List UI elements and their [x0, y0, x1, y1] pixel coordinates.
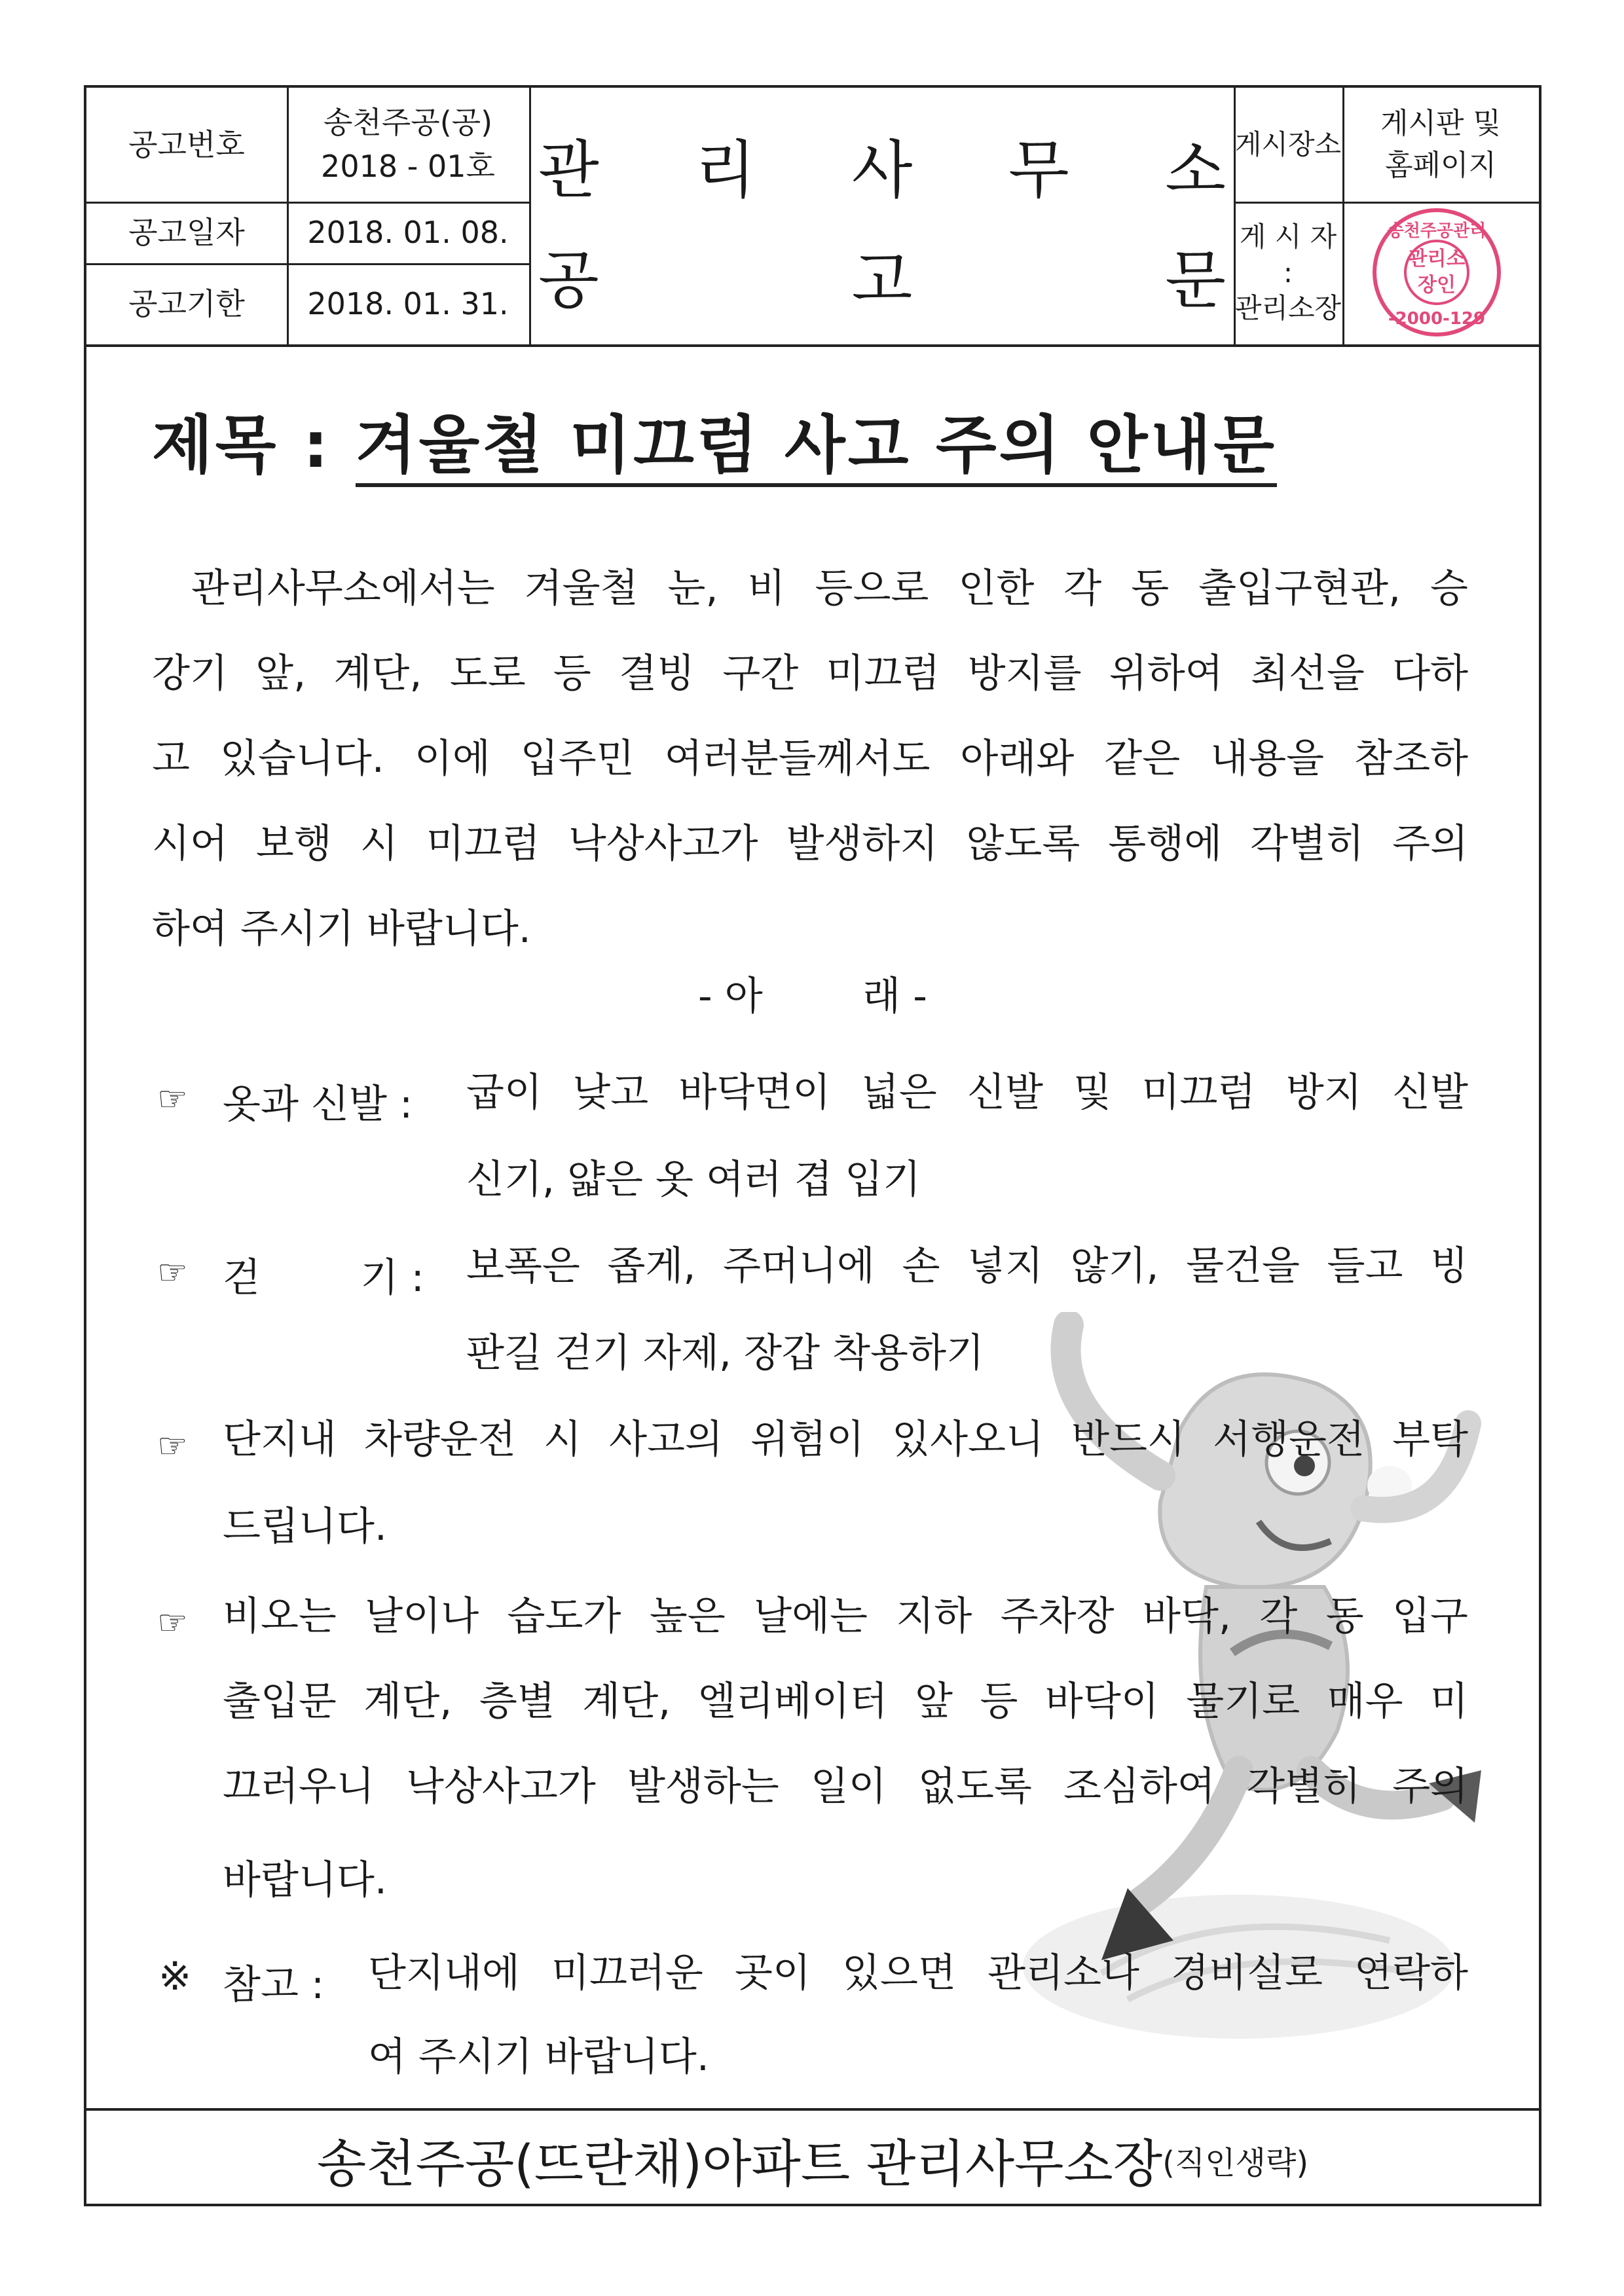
office-title-char: 사 — [851, 134, 913, 207]
seal-center-text: 관리소장인 — [1404, 240, 1469, 305]
notice-frame — [84, 85, 1541, 2206]
pointing-hand-icon: ☞ — [157, 1080, 188, 1119]
title-prefix: 제목 : — [152, 409, 331, 482]
item-label: 걷 기 : — [223, 1255, 424, 1301]
section-heading: - 아 래 - — [698, 974, 927, 1019]
item-line: 신기, 얇은 옷 여러 겹 입기 — [466, 1157, 921, 1203]
office-title-char: 리 — [695, 134, 756, 207]
period-label: 공고기한 — [128, 285, 245, 321]
note-line: 단지내에 미끄러운 곳이 있으면 관리소나 경비실로 연락하 — [368, 1950, 1468, 1996]
item-line: 판길 걷기 자제, 장갑 착용하기 — [466, 1330, 984, 1376]
item-line: 드립니다. — [223, 1504, 387, 1550]
item-line: 보폭은 좁게, 주머니에 손 넣지 않기, 물건을 들고 빙 — [466, 1243, 1468, 1289]
notice-title-char: 문 — [1165, 244, 1226, 317]
notice-header-table — [86, 88, 1539, 347]
poster-label-line1: 게 시 자 — [1239, 221, 1337, 253]
poster-label-line3: 관리소장 — [1234, 292, 1342, 325]
pointing-hand-icon: ☞ — [157, 1427, 188, 1466]
intro-line: 고 있습니다. 이에 입주민 여러분들께서도 아래와 같은 내용을 참조하 — [152, 736, 1468, 782]
intro-line: 하여 주시기 바랍니다. — [152, 906, 531, 952]
intro-line: 시어 보행 시 미끄럼 낙상사고가 발생하지 않도록 통행에 각별히 주의 — [152, 821, 1468, 867]
footer-seal-omitted: (직인생략) — [1162, 2144, 1309, 2181]
place-value — [1342, 88, 1539, 202]
item-line: 단지내 차량운전 시 사고의 위험이 있사오니 반드시 서행운전 부탁 — [223, 1417, 1468, 1463]
poster-label-line2: : — [1283, 256, 1293, 289]
announcement-no-line2: 2018 - 01호 — [321, 149, 495, 184]
footer-text: 송천주공(뜨란채)아파트 관리사무소장 — [316, 2135, 1163, 2194]
seal-ring-bottom: -2000-129 — [1388, 309, 1486, 329]
date-value: 2018. 01. 08. — [307, 214, 509, 250]
item-label: 옷과 신발 : — [223, 1082, 413, 1127]
seal-ring-top: 송천주공관리 — [1387, 221, 1486, 241]
period-value: 2018. 01. 31. — [307, 285, 509, 321]
date-label: 공고일자 — [128, 214, 245, 250]
intro-line: 강기 앞, 계단, 도로 등 결빙 구간 미끄럼 방지를 위하여 최선을 다하 — [152, 651, 1468, 697]
title-subject: 겨울철 미끄럼 사고 주의 안내문 — [356, 409, 1277, 487]
item-line: 출입문 계단, 층별 계단, 엘리베이터 앞 등 바닥이 물기로 매우 미 — [223, 1679, 1468, 1724]
announcement-no-line1: 송천주공(공) — [323, 105, 493, 141]
item-line: 비오는 날이나 습도가 높은 날에는 지하 주차장 바닥, 각 동 입구 — [223, 1594, 1468, 1639]
notice-title — [538, 230, 1226, 320]
announcement-no-label: 공고번호 — [128, 126, 245, 162]
note-label: 참고 : — [223, 1962, 325, 2008]
place-line2: 홈페이지 — [1384, 149, 1496, 182]
announcement-no — [287, 88, 529, 202]
official-seal — [1373, 208, 1501, 337]
note-line: 여 주시기 바랍니다. — [368, 2034, 709, 2080]
page-title — [152, 395, 1277, 485]
item-line: 끄러우니 낙상사고가 발생하는 일이 없도록 조심하여 각별히 주의 — [223, 1764, 1468, 1810]
poster-label — [1234, 202, 1342, 344]
notice-title-char: 공 — [538, 244, 599, 317]
office-title — [538, 120, 1226, 210]
notice-title-char: 고 — [851, 244, 913, 317]
reference-mark-icon: ※ — [158, 1954, 192, 1999]
intro-line: 관리사무소에서는 겨울철 눈, 비 등으로 인한 각 동 출입구현관, 승 — [191, 566, 1468, 611]
footer-signature — [86, 2108, 1539, 2209]
pointing-hand-icon: ☞ — [157, 1603, 188, 1643]
item-line: 바랍니다. — [223, 1857, 387, 1903]
pointing-hand-icon: ☞ — [157, 1253, 188, 1292]
office-title-char: 소 — [1165, 134, 1226, 207]
office-title-char: 관 — [538, 134, 599, 207]
item-line: 굽이 낮고 바닥면이 넓은 신발 및 미끄럼 방지 신발 — [466, 1070, 1468, 1116]
place-label: 게시장소 — [1234, 128, 1342, 160]
office-title-char: 무 — [1008, 134, 1069, 207]
place-line1: 게시판 및 — [1380, 107, 1501, 141]
